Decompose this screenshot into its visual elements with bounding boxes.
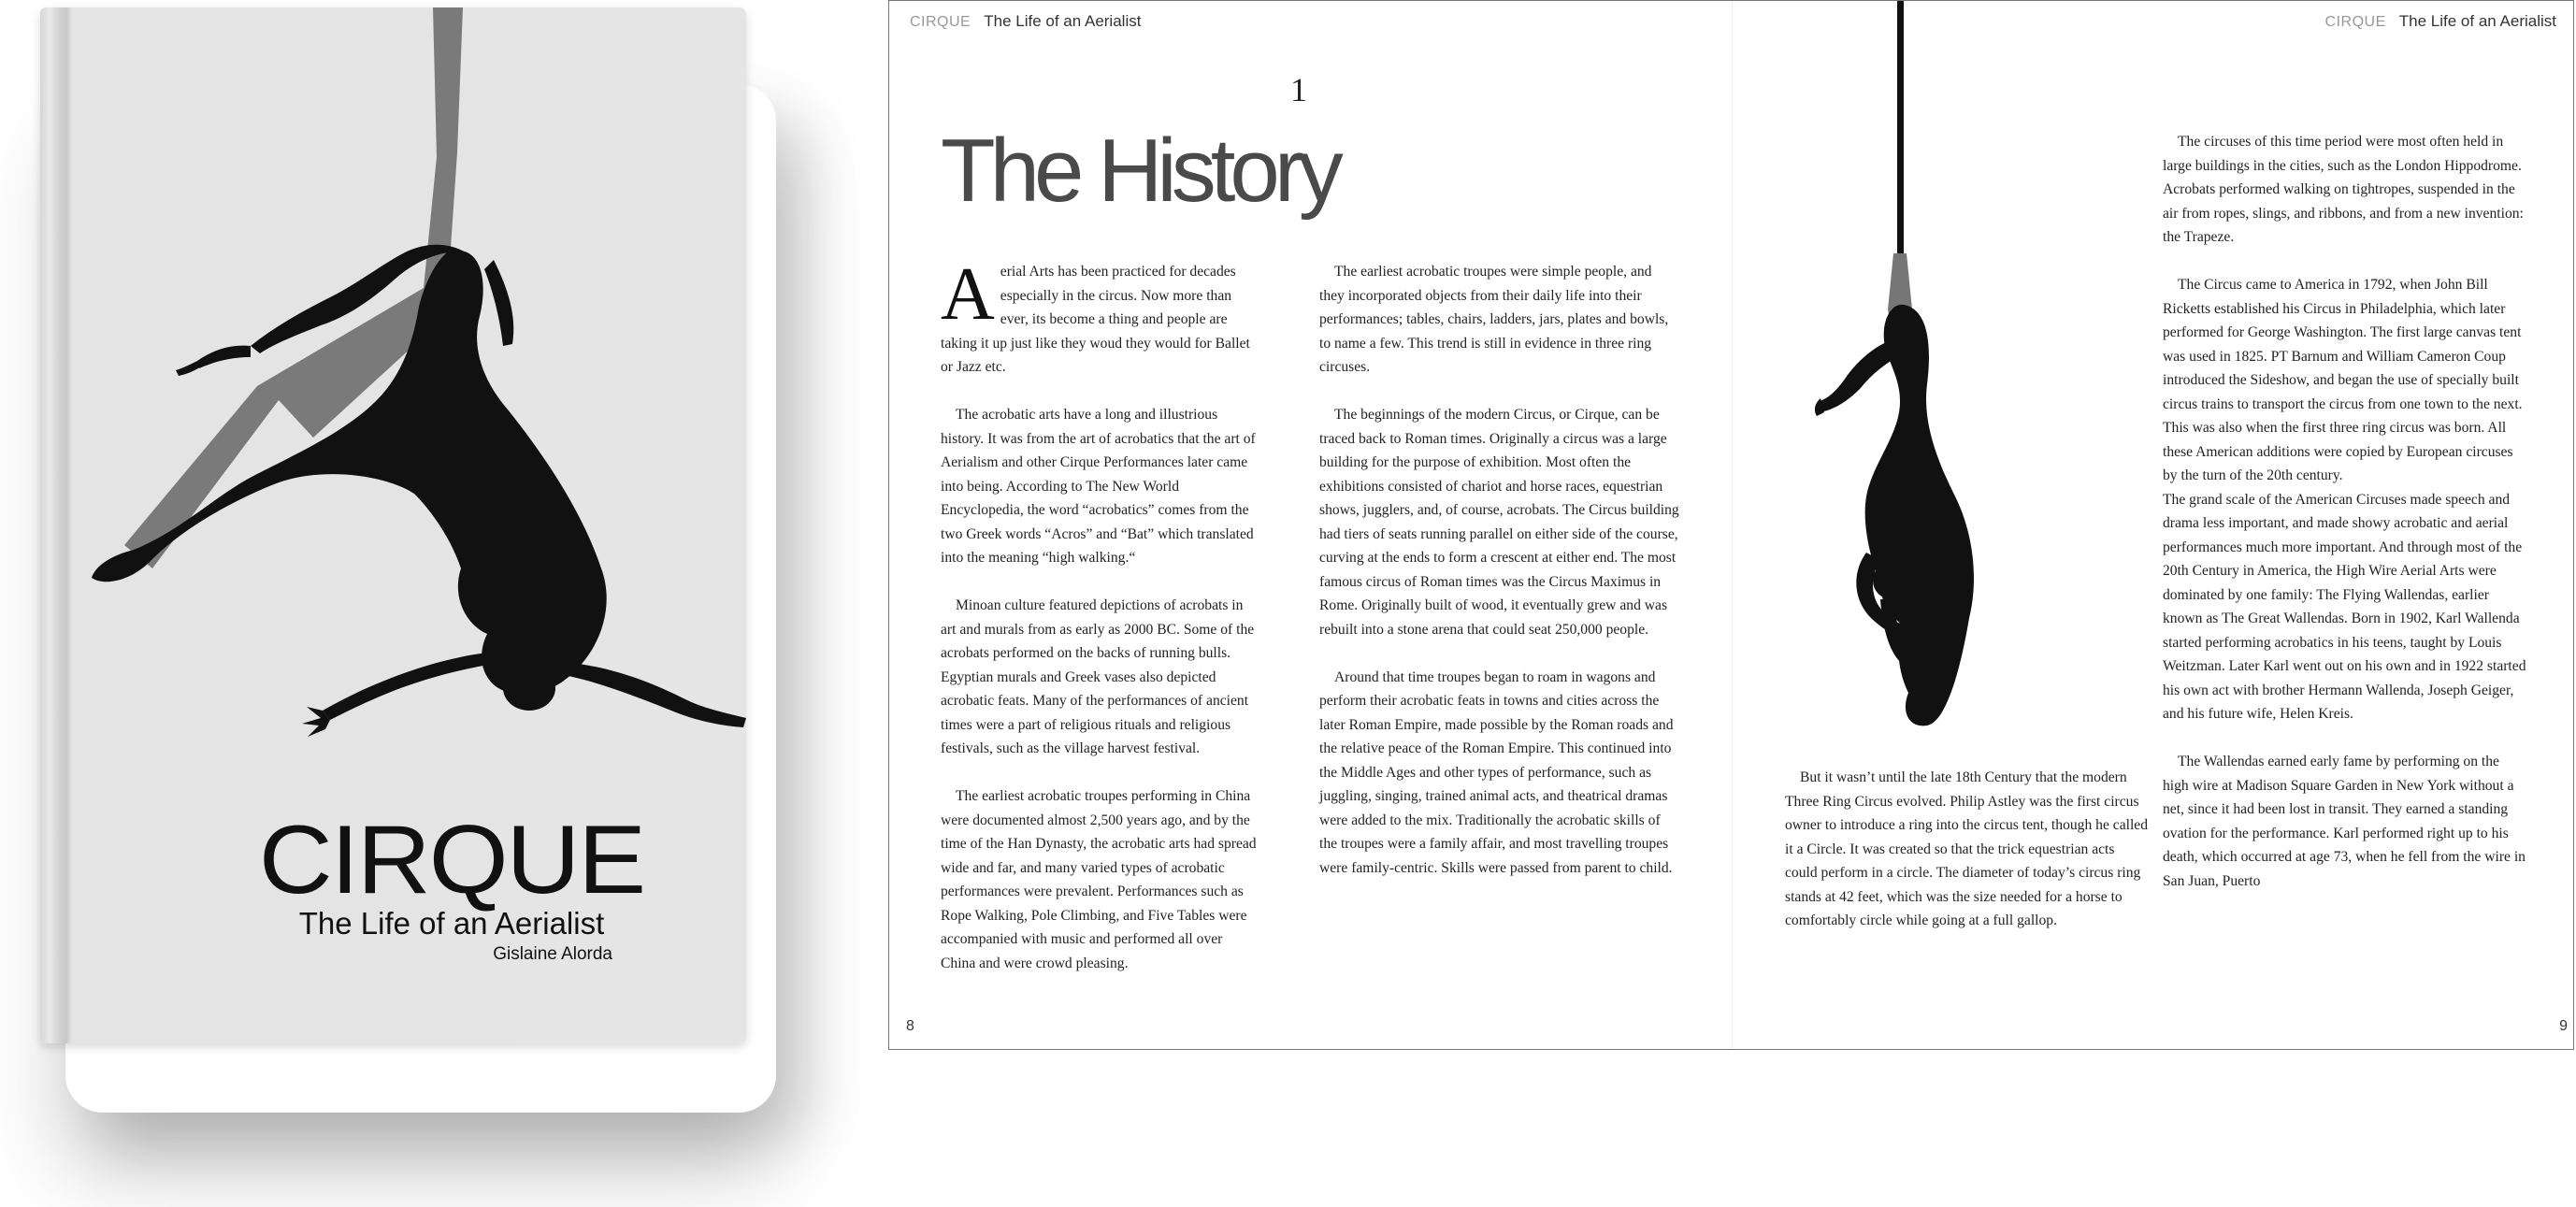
running-head-left (910, 12, 1141, 33)
aerialist-rope-illustration (1815, 1, 2095, 740)
paragraph: Around that time troupes began to roam in wagons and perform their acrobatic feats in towns and cities across the later Roman Empire, made possible by the Roman roads and the relative peace of the Roman Empire. This continued into the Middle Ages and other types of performance, such as juggling, singing, trained animal acts, and theatrical dramas were added to the mix. Traditionally the acrobatic skills of the troupes were a family affair, and most travelling troupes were family-centric. Skills were passed from parent to child. (1319, 668, 1674, 876)
paragraph: Aerial Arts has been practiced for decades especially in the circus. Now more than ever, its become a thing and people are taking it up just like they woud they would for Ballet or Jazz etc. (941, 253, 1250, 375)
running-head-title: The Life of an Aerialist (984, 12, 1142, 30)
gutter-divider (1732, 1, 1733, 1049)
running-head-brand: CIRQUE (2324, 14, 2386, 30)
paragraph: The earliest acrobatic troupes performing in China were documented almost 2,500 years ago, and by the time of the Han Dynasty, the acrobatic arts had spread wide and far, and many varied types of acrobatic performances were prevalent. Performances such as Rope Walking, Pole Climbing, and Five Tables were accompanied with music and performed all over China and were crowd pleasing. (941, 788, 1257, 971)
cover-author: Gislaine Alorda (493, 944, 612, 964)
text-column-4 (2163, 130, 2527, 917)
page-number-left: 8 (906, 1018, 914, 1034)
text-column-1 (941, 253, 1259, 999)
running-head-right (2325, 12, 2556, 33)
text-column-2 (1319, 260, 1679, 904)
cover-title: CIRQUE (258, 806, 645, 914)
page-number-right: 9 (2559, 1018, 2568, 1034)
paragraph: The circuses of this time period were most often held in large buildings in the cities, such as the London Hippodrome. Acrobats performed walking on tightropes, suspended in the air from ropes, slings, and ribbons, and from a new invention: the Trapeze. (2163, 134, 2524, 245)
running-head-brand: CIRQUE (910, 14, 971, 30)
chapter-title: The History (941, 121, 1338, 221)
paragraph: The Circus came to America in 1792, when John Bill Ricketts established his Circus in Philadelphia, which later performed for George Washington. The first large canvas tent was used in 1825. PT Barnum and William Cameron Coup introduced the Sideshow, and began the use of specially built circus trains to transport the circus from one town to the next. This was also when the first three ring circus was born. All these American additions were copied by European circuses by the turn of the 20th century. (2163, 277, 2523, 483)
text-column-3 (1785, 766, 2150, 956)
paragraph: But it wasn’t until the late 18th Century that the modern Three Ring Circus evolved. Philip Astley was the first circus owner to introduce a ring into the circus tent, though he called it a Circle. It was created so that the trick equestrian acts could perform in a circle. The diameter of today’s circus ring stands at 42 feet, which was the size needed for a horse to comfortably circle while going at a full gallop. (1785, 769, 2148, 928)
paragraph: The beginnings of the modern Circus, or Cirque, can be traced back to Roman times. Originally a circus was a large building for the purpose of exhibition. Most often the exhibitions consisted of chariot and horse races, equestrian shows, jugglers, and, of course, acrobats. The Circus building had tiers of seats running parallel on either side of the course, curving at the ends to form a crescent at either end. The most famous circus of Roman times was the Circus Maximus in Rome. Originally built of wood, it eventually grew and was rebuilt into a stone arena that could seat 250,000 people. (1319, 407, 1679, 638)
paragraph: The earliest acrobatic troupes were simple people, and they incorporated objects from their daily life into their performances; tables, chairs, ladders, jars, plates and bowls, to name a few. This trend is still in evidence in three ring circuses. (1319, 264, 1669, 375)
book-cover[interactable] (40, 7, 746, 1043)
cover-subtitle: The Life of an Aerialist (298, 906, 605, 941)
paragraph: Minoan culture featured depictions of acrobats in art and murals from as early as 2000 BC. Some of the acrobats performed on the backs of running bulls. Egyptian murals and Greek vases also depicted acrobatic feats. Many of the performances of ancient times were a part of religious rituals and religious festivals, such as the village harvest festival. (941, 597, 1255, 756)
chapter-number: 1 (1290, 71, 1307, 108)
running-head-title: The Life of an Aerialist (2398, 12, 2556, 30)
drop-cap: A (941, 253, 995, 336)
paragraph: The grand scale of the American Circuses made speech and drama less important, and made showy acrobatic and aerial performances much more important. And through most of the 20th Century in America, the High Wire Aerial Arts were dominated by one family: The Flying Wallendas, earlier known as The Great Wallendas. Born in 1902, Karl Wallenda started performing acrobatics in his teens, taught by Louis Weitzman. Later Karl went out on his own and in 1922 started his own act with brother Hermann Wallenda, Joseph Geiger, and his future wife, Helen Kreis. (2163, 491, 2526, 722)
paragraph: The Wallendas earned early fame by performing on the high wire at Madison Square Garden in New York without a net, since it had been lost in transit. They earned a standing ovation for the performance. Karl performed right up to his death, which occurred at age 73, when he fell from the wire in San Juan, Puerto (2163, 754, 2526, 889)
book-spread[interactable] (888, 0, 2574, 1050)
aerialist-silhouette-illustration (40, 7, 746, 755)
paragraph: The acrobatic arts have a long and illustrious history. It was from the art of acrobatics that the art of Aerialism and other Cirque Performances later came into being. According to The New World Encyclopedia, the word “acrobatics” comes from the two Greek words “Acros” and “Bat” which translated into the meaning “high walking.“ (941, 407, 1256, 566)
